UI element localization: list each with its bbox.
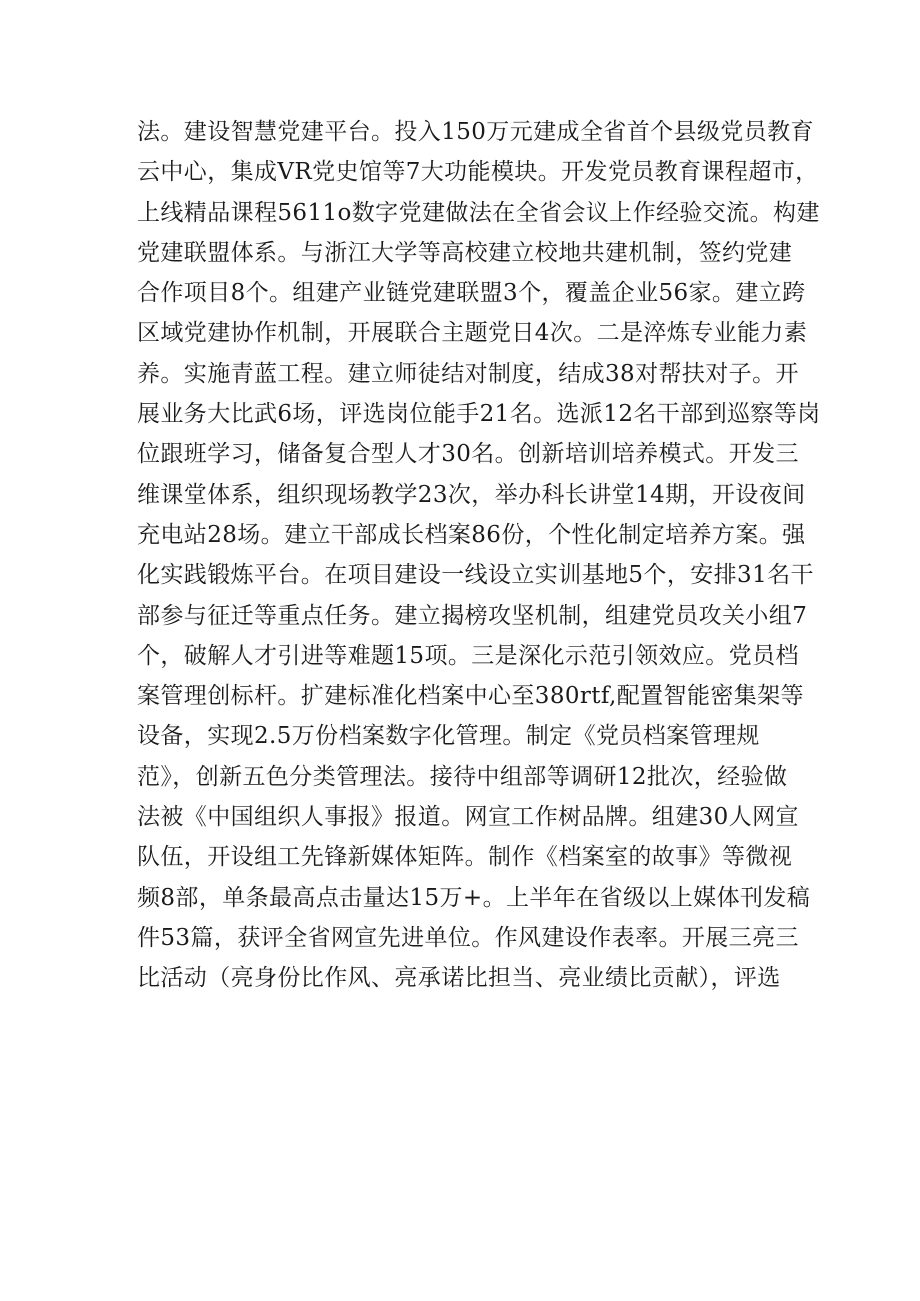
body-paragraph bbox=[137, 112, 821, 999]
text-line-19: 队伍，开设组工先锋新媒体矩阵。制作《档案室的故事》等微视 bbox=[137, 844, 793, 871]
text-line-1: 法。建设智慧党建平台。投入150万元建成全省首个县级党员教育 bbox=[137, 119, 814, 145]
text-line-15: 案管理创标杆。扩建标准化档案中心至380rtf,配置智能密集架等 bbox=[137, 683, 804, 710]
text-line-16: 设备，实现2.5万份档案数字化管理。制定《党员档案管理规 bbox=[137, 723, 760, 750]
text-line-6: 区域党建协作机制，开展联合主题党日4次。二是淬炼专业能力素 bbox=[137, 320, 808, 347]
text-line-5: 合作项目8个。组建产业链党建联盟3个，覆盖企业56家。建立跨 bbox=[137, 280, 806, 307]
text-line-13: 部参与征迁等重点任务。建立揭榜攻坚机制，组建党员攻关小组7 bbox=[137, 602, 808, 629]
text-line-7: 养。实施青蓝工程。建立师徒结对制度，结成38对帮扶对子。开 bbox=[137, 360, 799, 387]
text-line-3: 上线精品课程5611o数字党建做法在全省会议上作经验交流。构建 bbox=[137, 199, 820, 226]
text-line-4: 党建联盟体系。与浙江大学等高校建立校地共建机制，签约党建 bbox=[137, 239, 793, 266]
text-line-22: 比活动（亮身份比作风、亮承诺比担当、亮业绩比贡献），评选 bbox=[137, 965, 781, 992]
text-line-14: 个，破解人才引进等难题15项。三是深化示范引领效应。党员档 bbox=[137, 642, 799, 669]
text-line-2: 云中心，集成VR党史馆等7大功能模块。开发党员教育课程超市， bbox=[137, 159, 819, 186]
text-line-12: 化实践锻炼平台。在项目建设一线设立实训基地5个，安排31名干 bbox=[137, 562, 814, 589]
text-line-18: 法被《中国组织人事报》报道。网宣工作树品牌。组建30人网宣 bbox=[137, 804, 799, 831]
text-line-20: 频8部，单条最高点击量达15万+。上半年在省级以上媒体刊发稿 bbox=[137, 884, 811, 911]
text-line-11: 充电站28场。建立干部成长档案86份，个性化制定培养方案。强 bbox=[137, 521, 806, 548]
text-line-21: 件53篇，获评全省网宣先进单位。作风建设作表率。开展三亮三 bbox=[137, 924, 799, 951]
text-line-10: 维课堂体系，组织现场教学23次，举办科长讲堂14期，开设夜间 bbox=[137, 481, 806, 508]
text-line-8: 展业务大比武6场，评选岗位能手21名。选派12名干部到巡察等岗 bbox=[137, 401, 821, 428]
text-line-17: 范》，创新五色分类管理法。接待中组部等调研12批次，经验做 bbox=[137, 763, 788, 790]
text-line-9: 位跟班学习，储备复合型人才30名。创新培训培养模式。开发三 bbox=[137, 441, 799, 468]
